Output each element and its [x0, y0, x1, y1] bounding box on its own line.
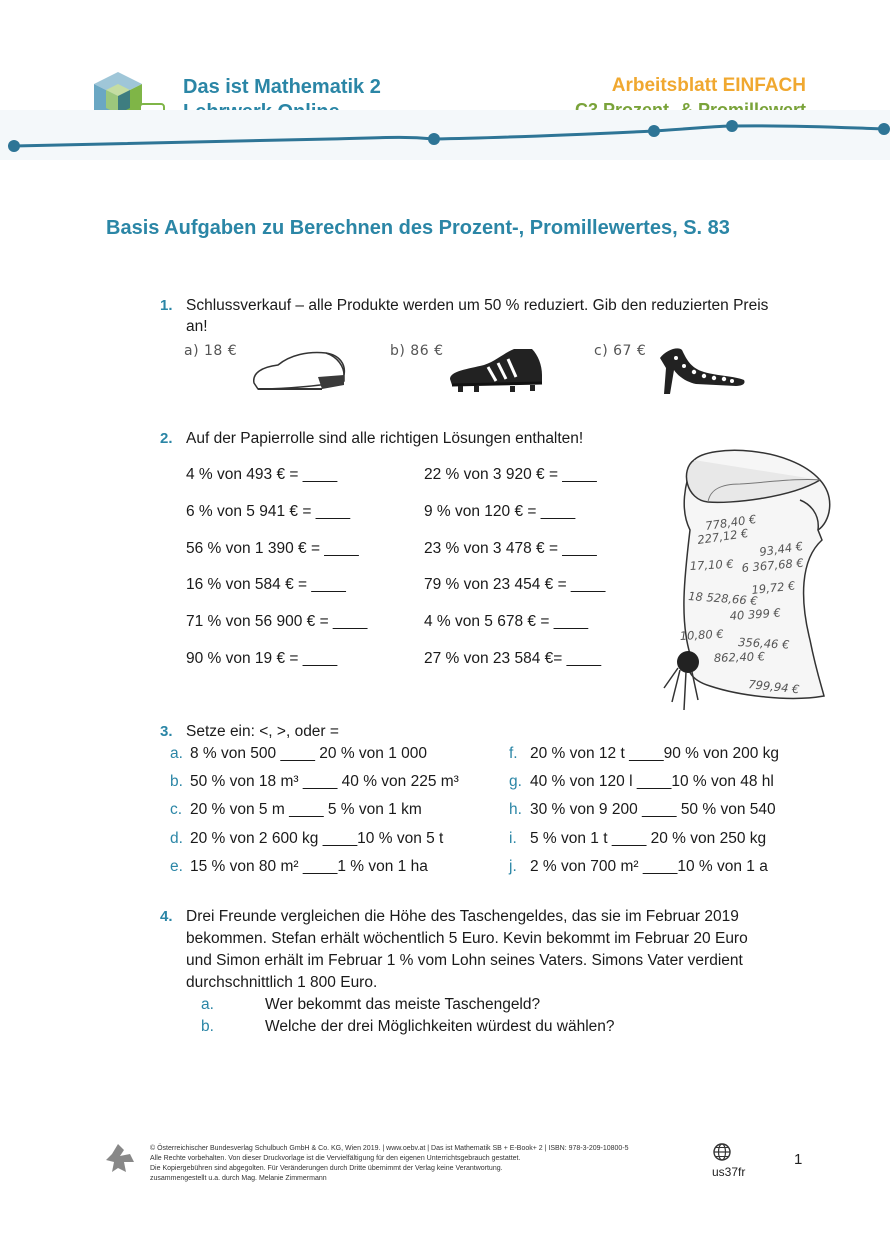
paper-scroll-illustration: [650, 440, 840, 720]
scroll-value: 778,40 €: [704, 511, 758, 533]
sub-letter: a.: [201, 996, 214, 1013]
worksheet-type: Arbeitsblatt EINFACH: [611, 75, 806, 96]
scroll-value: 40 399 €: [729, 605, 782, 623]
cmp-item-a: 8 % von 500 ____ 20 % von 1 000: [190, 745, 427, 762]
calc-left-5: 71 % von 56 900 € = ____: [186, 613, 368, 630]
task-1-number: 1.: [160, 297, 173, 314]
shoe-b-price: b) 86 €: [390, 343, 444, 359]
task-2-text: Auf der Papierrolle sind alle richtigen Lösungen enthalten!: [186, 430, 584, 447]
calc-left-6: 90 % von 19 € = ____: [186, 650, 338, 667]
scroll-value: 10,80 €: [679, 626, 725, 643]
cmp-item-g: 40 % von 120 l ____10 % von 48 hl: [530, 773, 774, 790]
cmp-item-c: 20 % von 5 m ____ 5 % von 1 km: [190, 801, 422, 818]
scroll-value: 18 528,66 €: [687, 589, 759, 608]
cmp-letter: g.: [509, 773, 522, 790]
cmp-item-f: 20 % von 12 t ____90 % von 200 kg: [530, 745, 780, 762]
scroll-value: 356,46 €: [737, 635, 790, 652]
page-header: [0, 0, 890, 170]
scroll-value: 93,44 €: [758, 538, 804, 559]
cmp-item-j: 2 % von 700 m² ____10 % von 1 a: [530, 858, 768, 875]
task-3-number: 3.: [160, 723, 173, 740]
cmp-letter: f.: [509, 745, 518, 762]
scroll-value: 6 367,68 €: [741, 555, 805, 575]
task-2-number: 2.: [160, 430, 173, 447]
calc-right-3: 23 % von 3 478 € = ____: [424, 540, 597, 557]
task-4-number: 4.: [160, 908, 173, 925]
footer-line: © Österreichischer Bundesverlag Schulbuch GmbH & Co. KG, Wien 2019. | www.oebv.at | Das ist Mathematik SB + E-Book+ 2 | ISBN: 978-3-209-10800-5: [150, 1145, 629, 1152]
cmp-letter: j.: [509, 858, 517, 875]
scroll-value: 862,40 €: [713, 649, 766, 665]
task-4-line-1: Drei Freunde vergleichen die Höhe des Taschengeldes, das sie im Februar 2019: [186, 908, 739, 925]
cmp-item-d: 20 % von 2 600 kg ____10 % von 5 t: [190, 830, 444, 847]
publisher-logo-icon: [104, 1142, 136, 1174]
page-title: Basis Aufgaben zu Berechnen des Prozent-, Promillewertes, S. 83: [106, 217, 730, 239]
page-number: 1: [794, 1151, 803, 1168]
cmp-item-i: 5 % von 1 t ____ 20 % von 250 kg: [530, 830, 767, 847]
cmp-letter: b.: [170, 773, 183, 790]
scroll-value: 19,72 €: [750, 578, 796, 597]
calc-right-4: 79 % von 23 454 € = ____: [424, 576, 606, 593]
task-3-text: Setze ein: <, >, oder =: [186, 723, 339, 740]
calc-left-3: 56 % von 1 390 € = ____: [186, 540, 359, 557]
high-heel-icon: [656, 342, 748, 396]
cmp-letter: a.: [170, 745, 183, 762]
scroll-value: 17,10 €: [689, 556, 735, 573]
cmp-item-b: 50 % von 18 m³ ____ 40 % von 225 m³: [190, 773, 459, 790]
footer-copyright: [150, 1144, 710, 1184]
task-4-line-4: durchschnittlich 1 800 Euro.: [186, 974, 378, 991]
task-4-line-2: bekommen. Stefan erhält wöchentlich 5 Euro. Kevin bekommt im Februar 20 Euro: [186, 930, 748, 947]
cmp-letter: c.: [170, 801, 183, 818]
task-4-line-3: und Simon erhält im Februar 1 % vom Lohn seines Vaters. Simons Vater verdient: [186, 952, 743, 969]
footer-line: Die Kopiergebühren sind abgegolten. Für Veränderungen durch Dritte übernimmt der Verlag keine Verantwortung.: [150, 1165, 503, 1172]
cmp-letter: d.: [170, 830, 183, 847]
calc-left-2: 6 % von 5 941 € = ____: [186, 503, 351, 520]
calc-left-4: 16 % von 584 € = ____: [186, 576, 346, 593]
cmp-letter: e.: [170, 858, 183, 875]
cmp-item-e: 15 % von 80 m² ____1 % von 1 ha: [190, 858, 428, 875]
shoe-a-price: a) 18 €: [184, 343, 238, 359]
brand-title: Das ist Mathematik 2: [183, 76, 381, 98]
task-1-text: Schlussverkauf – alle Produkte werden um 50 % reduziert. Gib den reduzierten Preis an!: [186, 297, 769, 335]
calc-left-1: 4 % von 493 € = ____: [186, 466, 338, 483]
task-4-sub-b: Welche der drei Möglichkeiten würdest du wählen?: [265, 1018, 615, 1035]
footer-line: Alle Rechte vorbehalten. Von dieser Druckvorlage ist die Vervielfältigung für den eigenen Unterrichtsgebrauch gestattet.: [150, 1155, 521, 1162]
cmp-item-h: 30 % von 9 200 ____ 50 % von 540: [530, 801, 776, 818]
shoe-c-price: c) 67 €: [594, 343, 647, 359]
footer-line: zusammengestellt u.a. durch Mag. Melanie Zimmermann: [150, 1175, 327, 1182]
cmp-letter: i.: [509, 830, 517, 847]
task-4-sub-a: Wer bekommt das meiste Taschengeld?: [265, 996, 541, 1013]
scroll-value: 227,12 €: [696, 525, 750, 547]
cmp-letter: h.: [509, 801, 522, 818]
calc-right-6: 27 % von 23 584 €= ____: [424, 650, 602, 667]
slipper-icon: [248, 345, 348, 393]
calc-right-5: 4 % von 5 678 € = ____: [424, 613, 589, 630]
globe-icon[interactable]: [712, 1142, 732, 1162]
header-wave-line: [0, 110, 890, 170]
calc-right-1: 22 % von 3 920 € = ____: [424, 466, 597, 483]
scroll-value: 799,94 €: [747, 677, 801, 697]
football-boot-icon: [448, 345, 544, 395]
online-code[interactable]: us37fr: [712, 1165, 746, 1179]
sub-letter: b.: [201, 1018, 214, 1035]
calc-right-2: 9 % von 120 € = ____: [424, 503, 576, 520]
